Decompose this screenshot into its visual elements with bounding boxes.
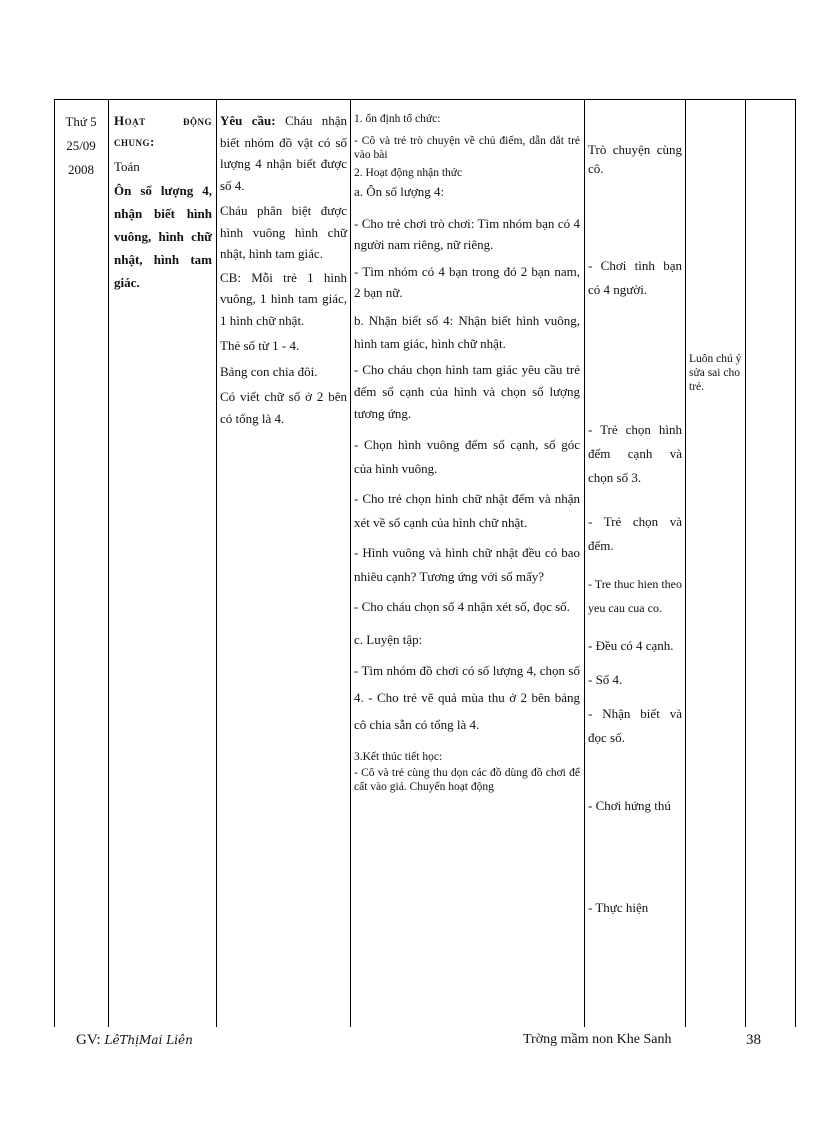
column-divider-2 xyxy=(216,99,217,1027)
column-divider-6 xyxy=(745,99,746,1027)
day-text: Thứ 5 xyxy=(65,114,97,129)
child-activity-4: - Trẻ chọn và đếm. xyxy=(588,514,682,553)
year-text: 2008 xyxy=(68,162,94,177)
notes-cell xyxy=(689,352,743,394)
table-right-border xyxy=(795,99,796,1027)
teacher-signature: LêThịMai Liên xyxy=(104,1033,193,1047)
column-divider-5 xyxy=(685,99,686,1027)
step-2b-item-3: - Cho trẻ chọn hình chữ nhật đếm và nhận xét về số cạnh của hình chữ nhật. xyxy=(354,491,580,530)
step-2a-item-2: - Tìm nhóm có 4 bạn trong đó 2 bạn nam, 2 bạn nữ. xyxy=(354,264,580,300)
step-3-content: - Cô và trẻ cùng thu dọn các đồ dùng đồ chơi để cất vào giá. Chuyển hoạt động xyxy=(354,767,580,793)
step-2-title: 2. Hoạt động nhận thức xyxy=(354,167,463,179)
subject-text: Toán xyxy=(114,159,140,174)
board-text-2: Có viết chữ số ở 2 bên có tổng là 4. xyxy=(220,389,347,426)
date-text: 25/09 xyxy=(66,138,96,153)
table-top-border xyxy=(54,99,795,100)
step-2b-title: b. Nhận biết số 4: Nhận biết hình vuông, hình tam giác, hình chữ nhật. xyxy=(354,313,580,351)
date-cell xyxy=(56,110,106,182)
requirements-cell xyxy=(220,110,347,429)
table-left-border xyxy=(54,99,55,1027)
child-activity-5: - Tre thuc hien theo yeu cau cua co. xyxy=(588,577,682,615)
preparation-text: CB: Mỗi trẻ 1 hình vuông, 1 hình tam giác, 1 hình chữ nhật. xyxy=(220,269,347,328)
board-text: Bảng con chia đôi. xyxy=(220,363,318,379)
step-1-content: - Cô và trẻ trò chuyện về chủ điểm, dẫn dắt trẻ vào bài xyxy=(354,135,580,161)
activity-cell xyxy=(114,110,212,294)
child-activity-1: Trò chuyện cùng cô. xyxy=(588,142,682,176)
child-activity-6: - Đều có 4 cạnh. xyxy=(588,638,674,653)
requirement-text: Cháu nhận biết nhóm đồ vật có số lượng 4 nhận biết được số 4. xyxy=(220,113,348,193)
step-2a-title: a. Ôn số lượng 4: xyxy=(354,184,445,199)
child-activity-8: - Nhận biết và đọc số. xyxy=(588,706,682,745)
step-2c-item-1: - Tìm nhóm đồ chơi có số lượng 4, chọn số 4. - Cho trẻ vẽ quả mùa thu ở 2 bên bảng cô chia sẵn có tổng là 4. xyxy=(354,663,580,732)
activity-title-word2: động xyxy=(183,113,212,128)
step-2b-item-1: - Cho cháu chọn hình tam giác yêu cầu trẻ đếm số cạnh của hình và chọn số lượng tương ứng. xyxy=(354,362,580,421)
requirement-text-2: Cháu phân biệt được hình vuông hình chữ nhật, hình tam giác. xyxy=(220,203,347,261)
step-2b-item-5: - Cho cháu chọn số 4 nhận xét số, đọc số. xyxy=(354,599,570,614)
column-divider-4 xyxy=(584,99,585,1027)
requirement-label: Yêu cầu: xyxy=(220,113,276,128)
activity-title-word3: chung xyxy=(114,134,150,149)
procedure-cell xyxy=(354,112,580,794)
lesson-topic: Ôn số lượng 4, nhận biết hình vuông, hình chữ nhật, hình tam giác. xyxy=(114,183,212,290)
column-divider-1 xyxy=(108,99,109,1027)
step-2b-item-2: - Chọn hình vuông đếm số cạnh, số góc của hình vuông. xyxy=(354,437,580,476)
child-activity-9: - Chơi hứng thú xyxy=(588,798,671,813)
step-3-title: 3.Kết thúc tiết học: xyxy=(354,751,443,763)
step-1-title: 1. ổn định tổ chức: xyxy=(354,113,441,125)
activity-title-word1: Hoạt xyxy=(114,113,146,128)
activity-title-colon: : xyxy=(150,134,155,149)
teacher-label: GV: xyxy=(76,1032,101,1048)
child-activity-10: - Thực hiện xyxy=(588,900,649,915)
note-text: Luôn chú ý sửa sai cho trẻ. xyxy=(689,353,742,393)
child-activity-3: - Trẻ chọn hình đếm cạnh và chọn số 3. xyxy=(588,422,682,485)
footer-school: Trờng mầm non Khe Sanh xyxy=(523,1032,672,1047)
step-2a-item-1: - Cho trẻ chơi trò chơi: Tìm nhóm bạn có 4 người nam riêng, nữ riêng. xyxy=(354,216,580,252)
column-divider-3 xyxy=(350,99,351,1027)
child-activity-2: - Chơi tình bạn có 4 người. xyxy=(588,258,682,297)
page-number: 38 xyxy=(746,1032,761,1048)
number-cards-text: Thẻ số từ 1 - 4. xyxy=(220,338,300,353)
child-activity-7: - Số 4. xyxy=(588,672,623,687)
step-2c-title: c. Luyện tập: xyxy=(354,632,423,647)
footer-teacher xyxy=(76,1032,193,1049)
step-2b-item-4: - Hình vuông và hình chữ nhật đều có bao nhiêu cạnh? Tương ứng với số mấy? xyxy=(354,545,580,584)
